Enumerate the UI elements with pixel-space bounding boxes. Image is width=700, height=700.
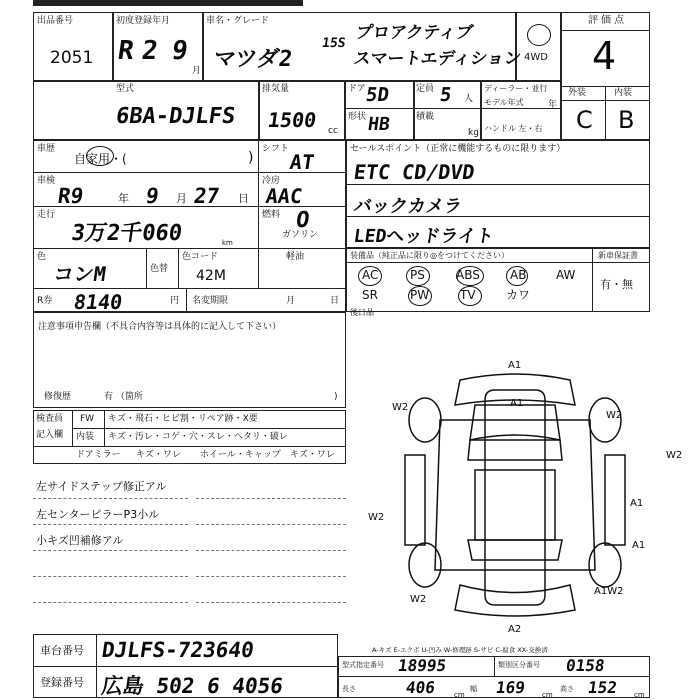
ac-label: 冷房 [262,176,281,186]
disp-label: 排気量 [262,84,290,94]
inspection-value: 自家用・( [74,152,127,166]
equip-tv-circle [458,286,482,306]
ac: AAC [264,184,304,208]
model-label: 型式 [116,84,135,94]
interior-text: キズ・汚レ・コゲ・穴・スレ・ヘタリ・破レ [108,432,288,442]
fw-text: キズ・飛石・ヒビ割・リペア跡・X要 [108,414,258,424]
length: 406 [404,678,437,697]
diag-label-w2-left: W2 [368,512,385,523]
selling-points-label: セールスポイント（正常に機能するものに限ります） [350,144,566,154]
capacity-label: 定員 [416,84,435,94]
month-unit: 月 [192,66,202,76]
equip-ab: AB [510,268,527,282]
mileage: 3万2千060 [69,221,184,246]
remark-3: 小キズ凹補修アル [36,534,124,547]
name-change-label: 名変期限 [192,296,229,306]
score-label: 評価点 [588,15,627,26]
remark-1: 左サイドステップ修正アル [36,480,167,493]
fw-label: FW [80,414,95,424]
score: 4 [592,34,617,78]
inspector-label1: 検査員 [36,414,64,424]
equip-abs-circle [456,266,484,286]
diag-label-a1-top: A1 [508,360,522,371]
fuel-label: 燃料 [262,210,281,220]
width-unit: cm [542,691,553,699]
first-reg-label: 初度登録年月 [116,16,171,26]
diag-label-w2-r: W2 [666,450,683,461]
model-cert: 18995 [396,656,448,675]
private-use-circle [86,146,114,166]
shaken-month: 9 [144,184,161,208]
repair-value: 有 （箇所 [104,392,143,402]
recycle: 8140 [72,290,124,314]
int-label: 内装 [614,88,633,98]
equip-ps-circle [406,266,430,286]
color-change-label: 色替 [150,264,169,274]
color: コンM [52,262,108,286]
wheel-text: キズ・ワレ [290,450,335,460]
load-label: 積載 [416,112,435,122]
load-unit: kg [468,128,479,138]
equip-leather: カワ [506,288,531,302]
year-unit: 年 [548,100,558,110]
equip-sr: SR [362,288,378,302]
body-label: 形状 [348,112,367,122]
category-label: 類別区分番号 [498,661,540,669]
width-label: 幅 [470,685,477,693]
remark-2: 左センターピラーP3小ル [36,508,160,521]
grade-line1: プロアクティブ [354,23,475,43]
mirror-text: キズ・ワレ [136,450,181,460]
interior-label: 内装 [76,432,95,442]
ext-grade: C [576,106,593,134]
displacement-note: 15S [320,36,347,51]
category: 0158 [564,656,606,675]
diag-label-a2-rear: A2 [508,624,522,635]
wheel-label: ホイール・キャップ [200,450,281,460]
inspector-label2: 記入欄 [36,430,64,440]
color-code-label: 色コード [182,252,219,262]
door: 5D [364,84,391,106]
equip-ps: PS [410,268,425,282]
chassis-label: 車台番号 [40,644,84,657]
width: 169 [494,678,527,697]
model: 6BA-DJLFS [114,104,237,129]
ext-label: 外装 [568,88,587,98]
fuel-value: ガソリン [282,230,319,240]
car-name: マツダ2 [211,47,294,72]
inspection-label: 車歴 [37,144,56,154]
notes-label: 注意事項申告欄（不具合内容等は具体的に記入して下さい） [38,322,282,332]
dealer-label: ディーラー・並行 [484,84,548,93]
reg-label: 登録番号 [40,676,84,689]
2wd-circle [527,24,551,46]
capacity: 5 [438,84,453,106]
lot-no: 2051 [50,48,94,68]
equip-pw-circle [408,286,432,306]
mirror-label: ドアミラー [76,450,121,460]
header-strip [33,0,303,6]
recycle-label: R券 [37,296,53,306]
equip-ac-circle [358,266,382,286]
equipment-label: 装備品（純正品に限り◎をつけてください） [350,251,509,260]
shift-label: シフト [262,144,290,154]
shift: AT [288,150,316,174]
diag-label-a1-hood: A1 [510,398,524,409]
damage-legend: A-キズ E-エクボ U-凹み W-修理跡 S-サビ C-腐食 XX-交換済 [372,646,548,654]
capacity-unit: 人 [464,94,474,104]
auction-sheet: 出品番号 2051 初度登録年月 R 2 9 月 車名・グレード マツダ2 15S プロアクティブ スマートエディション 4WD 評価点 4 型式 6BA-DJLFS 排気量 1500 cc ドア 5D 定員 5 人 ディーラー・並行 モデル年式 年 形状 HB 積載 kg ハンドル 左・右 外装 内装 C B 車歴 自家用・( ) 車検 R9 年 9 月 27 日 走行 3万2千060 km 色 コンM 色替 色コード 42M シフト AT 冷房 AAC 燃料 O ガソリン 軽油 R券 8140 円 名変期限 月 日 セールスポイント（正常に機能するものに限ります） ETC CD/DVD バックカメラ LEDヘッドライト 装備品（純正品に限り◎をつけてください） 新車保証書 有・無 AC PS ABS AB AW SR PW TV カワ 後日品 注意事項申告欄（不具合内容等は具体的に記入して下さい） 修復歴 有 （箇所 ) 検査員 記入欄 FW キズ・飛石・ヒビ割・リペア跡・X要 内装 キズ・汚レ・コゲ・穴・スレ・ヘタリ・破レ ドアミラー キズ・ワレ ホイール・キャップ キズ・ワレ 左サイドステップ修正アル 左センターピラーP3小ル 小キズ凹補修アル A1 A1 W2 W2 W2 A1 W2 A1 W2 A1W2 A2 A-キズ E-エクボ U-凹み W-修理跡 S-サビ C-腐食 XX-交換済 車台番号 DJLFS-723640 登録番号 広島 502 6 4056 型式指定番号 18995 類別区分番号 0158 長さ 406 cm 幅 169 cm 高さ 152 cm [0,0,700,700]
diesel-label: 軽油 [286,252,305,262]
disp: 1500 [266,108,318,132]
equip-abs: ABS [456,268,480,282]
handle-label: ハンドル 左・右 [484,124,543,133]
diag-label-a1w2-rr: A1W2 [594,586,624,597]
warranty-value: 有・無 [600,278,633,291]
equip-tv: TV [460,288,476,302]
length-unit: cm [454,691,465,699]
shaken-day: 27 [192,184,221,208]
later-label: 後日品 [350,308,374,317]
equip-pw: PW [410,288,430,302]
color-label: 色 [37,252,47,262]
selling-point-2: バックカメラ [352,196,464,217]
color-code: 42M [196,268,226,284]
day-label: 日 [330,296,340,306]
repair-close: ) [334,392,338,402]
shaken-day-unit: 日 [238,192,249,205]
disp-unit: cc [328,126,338,136]
grade-line2: スマートエディション [352,49,523,69]
car-name-label: 車名・グレード [206,16,270,26]
equip-ab-circle [506,266,528,286]
mileage-label: 走行 [37,210,56,220]
model-cert-label: 型式指定番号 [342,661,384,669]
selling-point-1: ETC CD/DVD [352,160,477,184]
door-label: ドア [348,84,366,94]
month-label: 月 [286,296,296,306]
height: 152 [586,678,619,697]
diag-label-w2-fl: W2 [392,402,409,413]
diag-label-a1-side: A1 [630,498,644,509]
fuel-mark: O [294,208,312,233]
equip-aw: AW [556,268,576,282]
drive-label: 4WD [524,52,548,63]
length-label: 長さ [342,685,356,693]
diag-label-w2-fr: W2 [606,410,623,421]
selling-point-3: LEDヘッドライト [352,226,496,247]
shaken-year-unit: 年 [118,192,129,205]
shaken-label: 車検 [37,176,56,186]
reg-value: 広島 502 6 4056 [100,674,285,698]
diag-label-a1-rr: A1 [632,540,646,551]
chassis: DJLFS-723640 [100,638,256,662]
height-unit: cm [634,691,645,699]
mileage-unit: km [222,239,233,247]
body: HB [366,114,392,135]
first-reg-month: 9 [169,36,190,66]
diag-label-w2-rl: W2 [410,594,427,605]
repair-label: 修復歴 [44,392,72,402]
shaken-month-unit: 月 [176,192,187,205]
equip-ac: AC [362,268,379,282]
first-reg-year: 2 [139,36,160,66]
int-grade: B [618,106,635,134]
yen-unit: 円 [170,296,180,306]
warranty-label: 新車保証書 [598,251,638,260]
model-year-label: モデル年式 [484,98,524,107]
first-reg-era: R [115,36,136,66]
shaken-era: R9 [56,184,85,208]
height-label: 高さ [560,685,574,693]
lot-no-label: 出品番号 [37,16,74,26]
